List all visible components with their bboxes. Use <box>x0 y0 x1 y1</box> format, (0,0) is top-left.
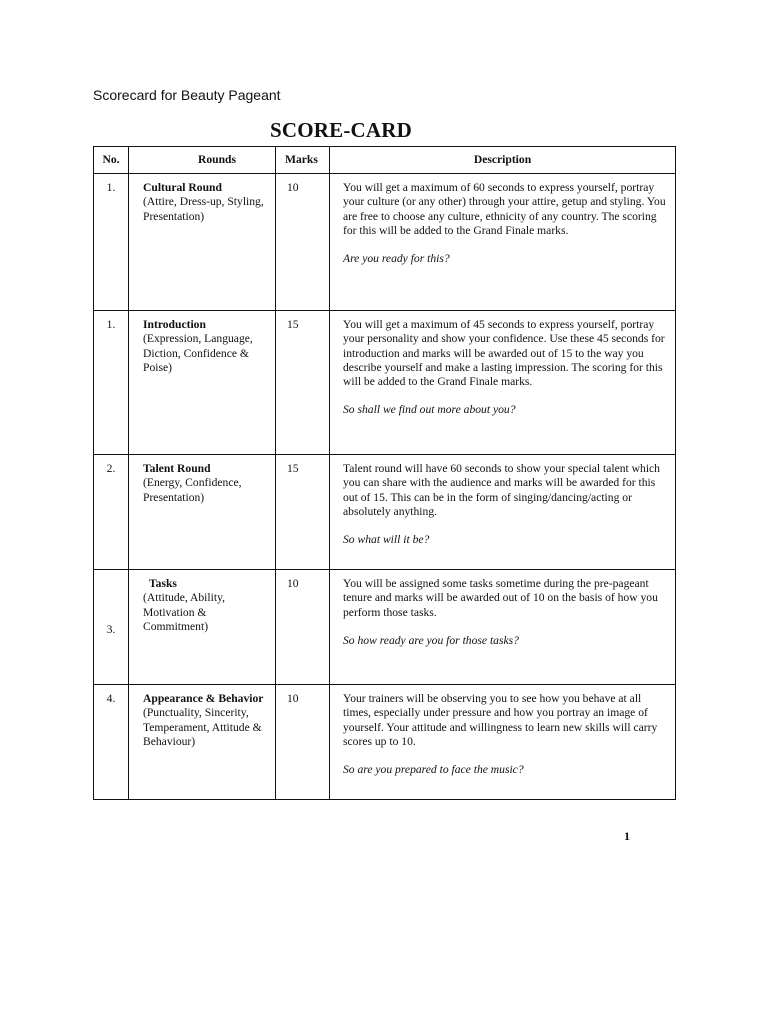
table-row <box>94 174 676 311</box>
row-number: 3. <box>94 570 129 685</box>
table-row <box>94 455 676 570</box>
description-text: You will be assigned some tasks sometime during the pre-pageant tenure and marks will be awarded out of 10 on the basis of how you perform those tasks. <box>343 577 658 619</box>
description-cell <box>330 570 676 685</box>
round-cell <box>129 174 276 311</box>
score-card-table <box>93 146 676 800</box>
column-header-marks: Marks <box>276 147 330 174</box>
description-cell <box>330 685 676 800</box>
column-header-rounds: Rounds <box>129 147 276 174</box>
round-cell <box>129 685 276 800</box>
marks-value: 10 <box>276 174 330 311</box>
description-question: So what will it be? <box>343 533 430 547</box>
row-number: 1. <box>94 311 129 455</box>
description-question: So are you prepared to face the music? <box>343 763 524 777</box>
page-number: 1 <box>624 829 630 843</box>
description-question: So how ready are you for those tasks? <box>343 633 519 647</box>
round-name: Tasks <box>149 577 177 590</box>
round-detail: (Expression, Language, Diction, Confidence & Poise) <box>143 332 253 374</box>
description-text: Your trainers will be observing you to see how you behave at all times, especially under pressure and how you portray an image of yourself. Your attitude and willingness to learn new skills will carry scores up to 10. <box>343 692 658 748</box>
marks-value: 10 <box>276 685 330 800</box>
row-number: 2. <box>94 455 129 570</box>
description-question: So shall we find out more about you? <box>343 403 516 417</box>
description-cell <box>330 311 676 455</box>
round-name: Appearance & Behavior <box>143 692 264 705</box>
description-text: You will get a maximum of 60 seconds to express yourself, portray your culture (or any other) through your attire, getup and styling. You are free to choose any culture, ethnicity of any country. The scoring for this will be added to the Grand Finale marks. <box>343 181 666 237</box>
page-title: SCORE-CARD <box>270 118 413 142</box>
round-cell <box>129 455 276 570</box>
description-text: Talent round will have 60 seconds to show your special talent which you can share with the audience and marks will be awarded for this out of 15. This can be in the form of singing/dancing/acting or absolutely anything. <box>343 462 660 518</box>
round-detail: (Energy, Confidence, Presentation) <box>143 476 242 504</box>
marks-value: 15 <box>276 311 330 455</box>
round-detail: (Attitude, Ability, Motivation & Commitment) <box>143 591 226 633</box>
round-cell <box>129 311 276 455</box>
round-detail: (Punctuality, Sincerity, Temperament, Attitude & Behaviour) <box>143 706 262 748</box>
description-cell <box>330 455 676 570</box>
table-row <box>94 311 676 455</box>
round-cell <box>129 570 276 685</box>
description-text: You will get a maximum of 45 seconds to express yourself, portray your personality and show your confidence. Use these 45 seconds for introduction and marks will be awarded out of 15 to the way you describe yourself and make a lasting impression. The scoring for this will be added to the Grand Finale marks. <box>343 318 665 389</box>
marks-value: 15 <box>276 455 330 570</box>
document-header: Scorecard for Beauty Pageant <box>93 87 281 103</box>
row-number: 1. <box>94 174 129 311</box>
table-row <box>94 685 676 800</box>
round-name: Cultural Round <box>143 181 222 194</box>
round-name: Introduction <box>143 318 206 331</box>
column-header-no: No. <box>94 147 129 174</box>
table-row <box>94 570 676 685</box>
round-detail: (Attire, Dress-up, Styling, Presentation) <box>143 195 264 223</box>
marks-value: 10 <box>276 570 330 685</box>
description-question: Are you ready for this? <box>343 252 450 266</box>
description-cell <box>330 174 676 311</box>
row-number: 4. <box>94 685 129 800</box>
column-header-description: Description <box>330 147 676 174</box>
table-header-row <box>94 147 676 174</box>
round-name: Talent Round <box>143 462 211 475</box>
